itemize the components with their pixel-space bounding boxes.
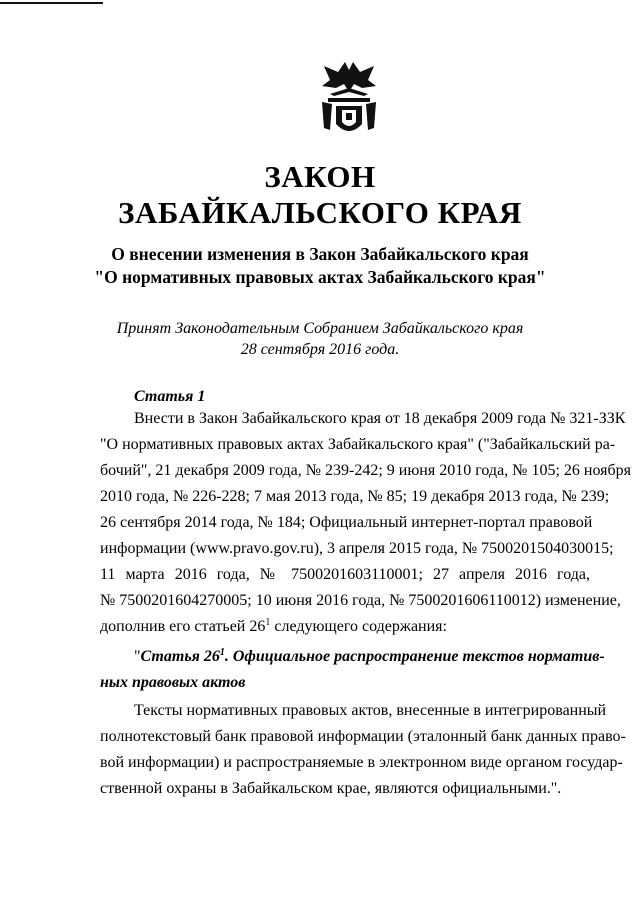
article-line: 2010 года, № 226-228; 7 мая 2013 года, № 85; 19 декабря 2013 года, № 239;: [100, 488, 610, 505]
open-quote: ": [134, 648, 141, 665]
superscript: 1: [219, 647, 225, 658]
new-article-heading: [141, 648, 605, 665]
article-line: 26 сентября 2014 года, № 184; Официальный интернет-портал правовой: [100, 514, 593, 531]
article-line: "О нормативных правовых актах Забайкальского края" ("Забайкальский ра-: [100, 436, 616, 453]
subtitle-line-1: О внесении изменения в Закон Забайкальского края: [111, 244, 529, 264]
adoption-note-line-1: Принят Законодательным Собранием Забайкальского края: [116, 320, 524, 337]
article-line-last: [100, 618, 590, 636]
new-article-body-line: Тексты нормативных правовых актов, внесенные в интегрированный: [134, 702, 607, 719]
adoption-note: [0, 318, 640, 360]
subtitle-line-2: "О нормативных правовых актах Забайкальского края": [94, 267, 546, 287]
top-rule: [0, 2, 103, 4]
article-line: № 7500201604270005; 10 июня 2016 года, № 7500201606110012) изменение,: [100, 592, 621, 609]
new-article-heading-line-2: ных правовых актов: [100, 674, 246, 691]
article-heading: Статья 1: [134, 388, 206, 405]
title-line-1: ЗАКОН: [264, 159, 376, 194]
article-line: Внести в Закон Забайкальского края от 18 декабря 2009 года № 321-ЗЗК: [134, 410, 626, 427]
title-line-2: ЗАБАЙКАЛЬСКОГО КРАЯ: [118, 195, 522, 230]
article-line: информации (www.pravo.gov.ru), 3 апреля 2015 года, № 7500201504030015;: [100, 540, 614, 557]
new-article-body-line: ственной охраны в Забайкальском крае, являются официальными.".: [100, 780, 562, 797]
article-line-text: следующего содержания:: [270, 618, 447, 635]
adoption-note-line-2: 28 сентября 2016 года.: [240, 341, 400, 358]
new-article-body-line: вой информации) и распространяемые в электронном виде органом государ-: [100, 754, 623, 771]
article-line: бочий", 21 декабря 2009 года, № 239-242; 9 июня 2010 года, № 105; 26 ноября: [100, 462, 631, 479]
new-article-heading-text: Статья 26: [140, 648, 220, 665]
new-article-heading-text: . Официальное распространение текстов норматив-: [224, 648, 605, 665]
new-article-body-line: полнотекстовый банк правовой информации (эталонный банк данных право-: [100, 728, 626, 745]
subtitle: [0, 243, 640, 289]
article-line: 11 марта 2016 года, № 7500201603110001; 27 апреля 2016 года,: [100, 566, 590, 583]
coat-of-arms-emblem: [318, 58, 380, 140]
superscript: 1: [265, 617, 271, 628]
article-line-text: дополнив его статьей 26: [100, 618, 266, 635]
new-article-heading-line-1: [134, 647, 605, 666]
